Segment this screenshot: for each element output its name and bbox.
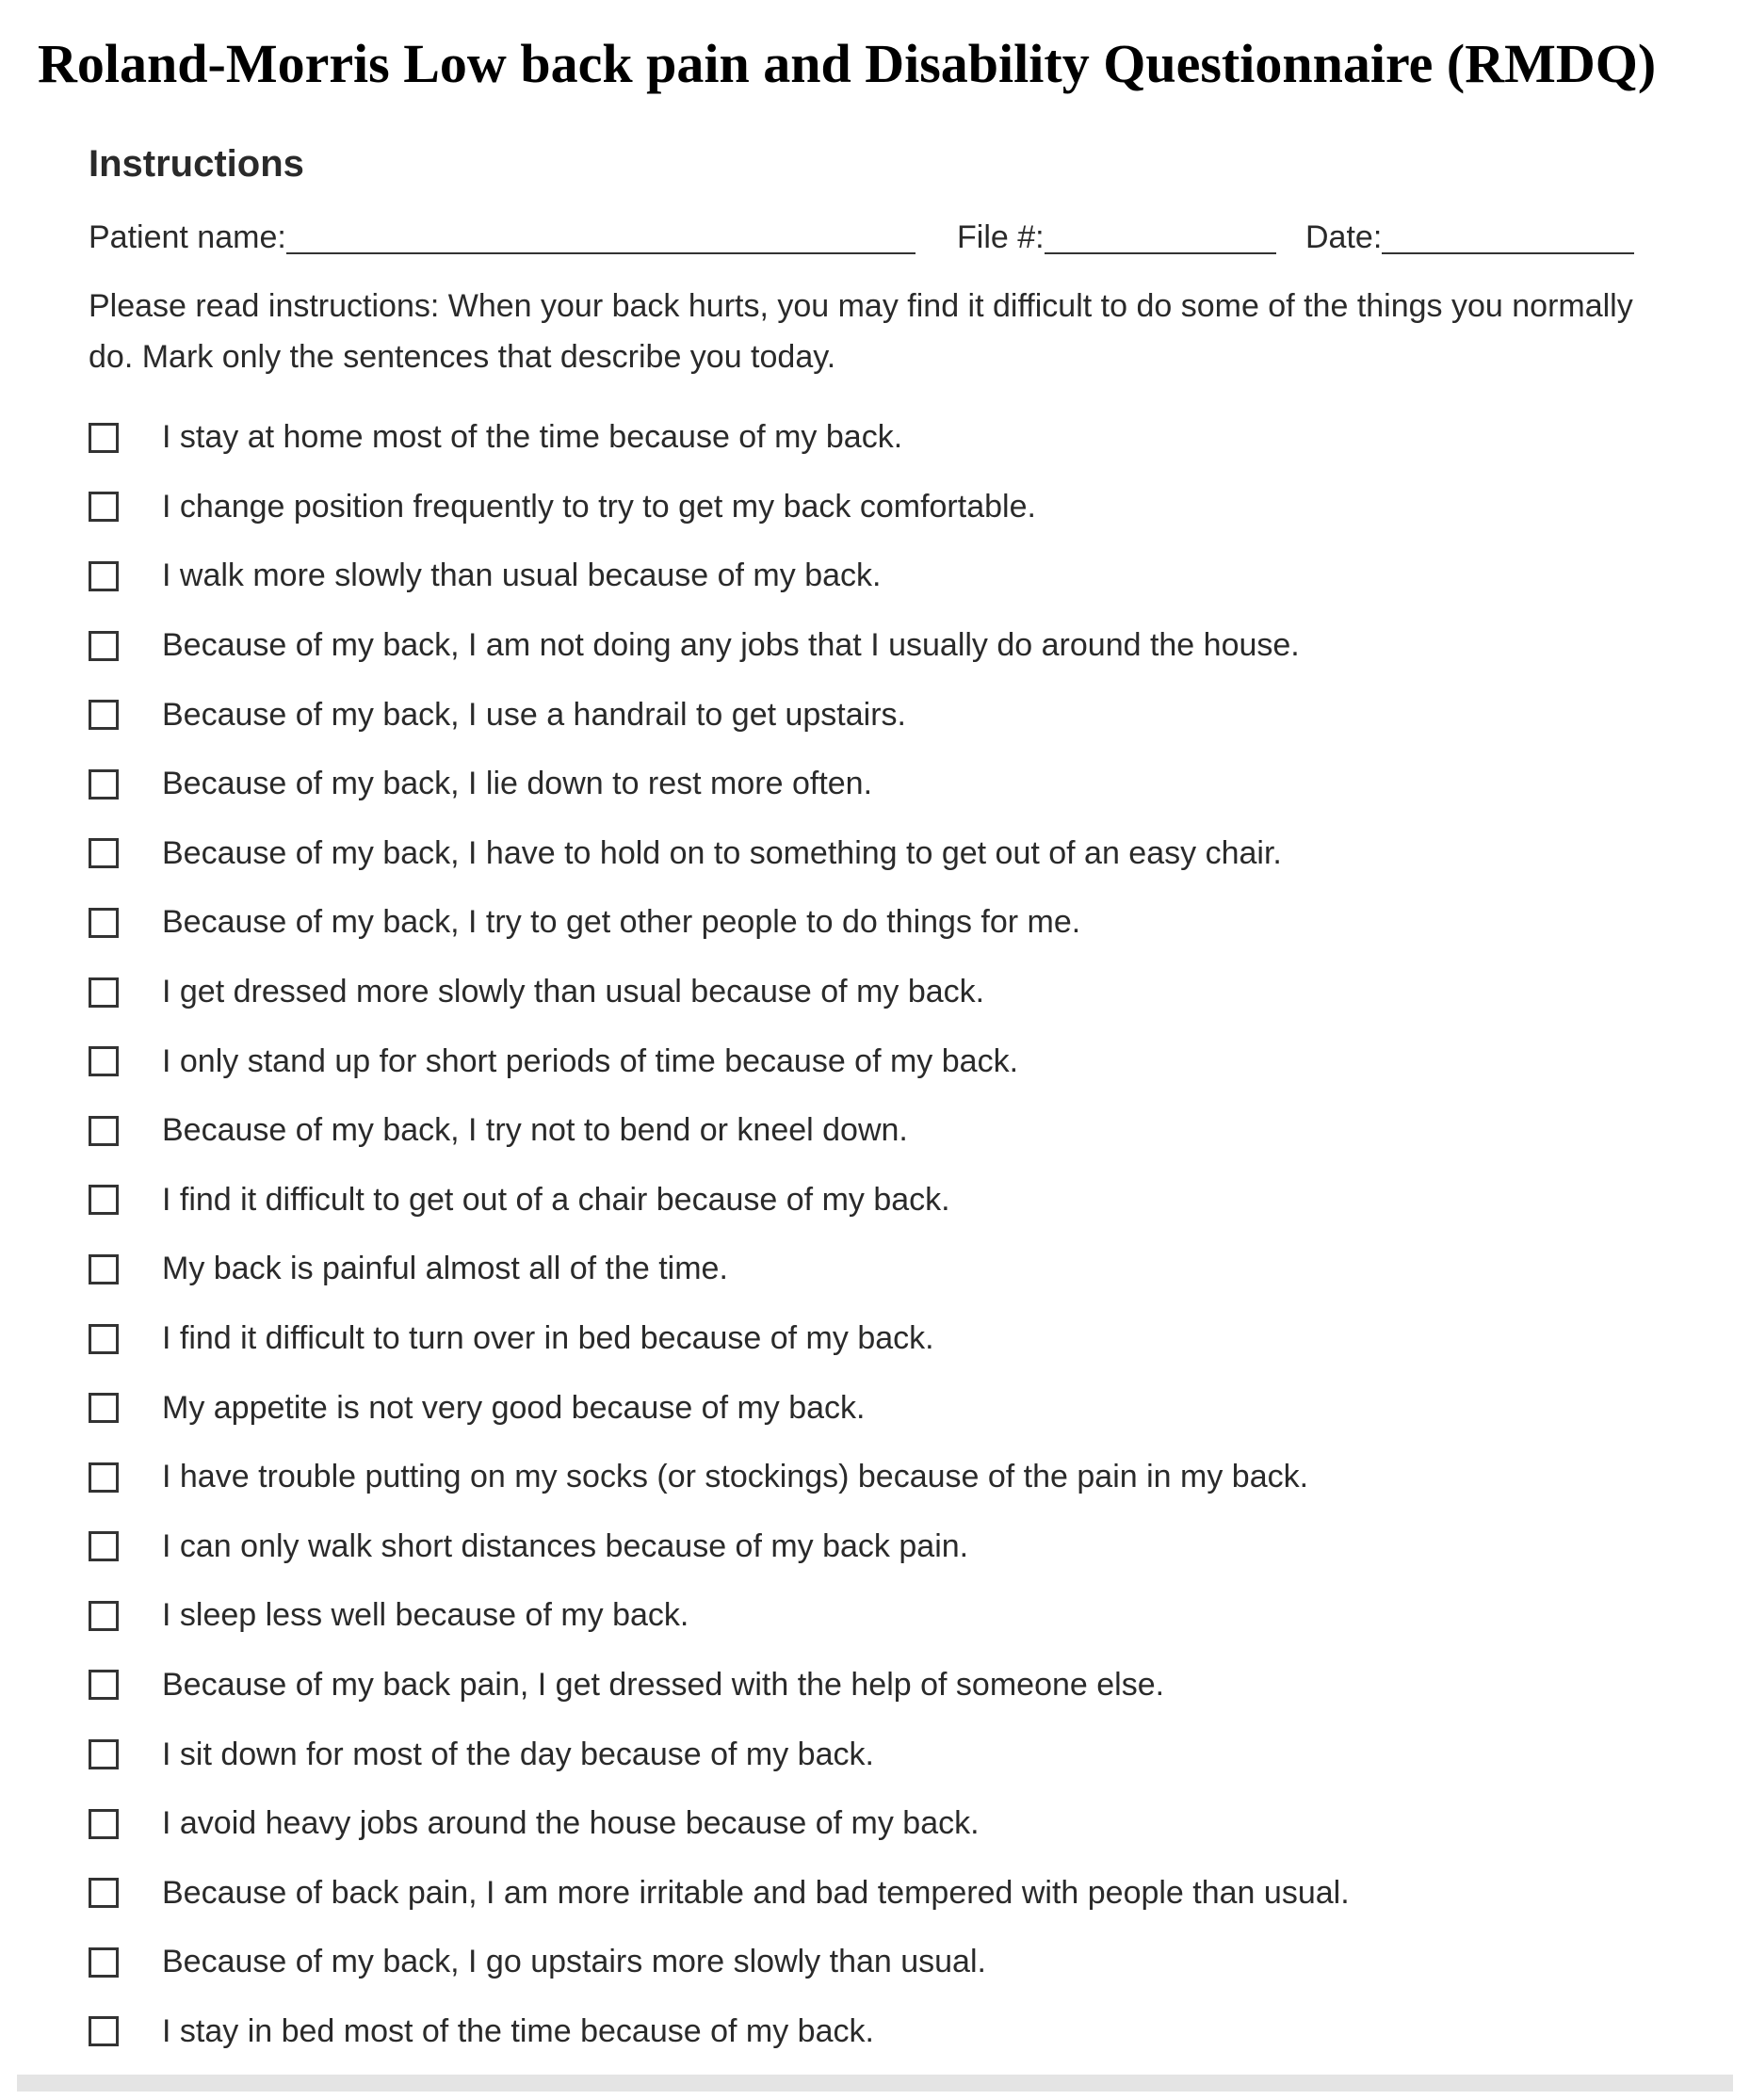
- item-checkbox[interactable]: [89, 1462, 119, 1493]
- item-checkbox[interactable]: [89, 1601, 119, 1631]
- item-text: I can only walk short distances because of my back pain.: [162, 1527, 969, 1564]
- item-text: Because of my back, I have to hold on to something to get out of an easy chair.: [162, 834, 1282, 871]
- questionnaire-item[interactable]: [89, 888, 1690, 958]
- date-label: Date:: [1305, 219, 1383, 255]
- document-title: Roland-Morris Low back pain and Disability Questionnaire (RMDQ): [38, 33, 1657, 94]
- item-checkbox[interactable]: [89, 1739, 119, 1769]
- item-text: I only stand up for short periods of time because of my back.: [162, 1042, 1019, 1079]
- item-text: Because of my back pain, I get dressed with the help of someone else.: [162, 1666, 1165, 1703]
- questionnaire-item[interactable]: [89, 1997, 1690, 2067]
- questionnaire-item[interactable]: [89, 541, 1690, 611]
- questionnaire-item[interactable]: [89, 1928, 1690, 1997]
- questionnaire-item[interactable]: [89, 1235, 1690, 1304]
- questionnaire-item[interactable]: [89, 958, 1690, 1027]
- item-text: Because of my back, I use a handrail to get upstairs.: [162, 696, 906, 733]
- item-checkbox[interactable]: [89, 1393, 119, 1423]
- item-text: Because of my back, I am not doing any jobs that I usually do around the house.: [162, 627, 1300, 664]
- patient-name-label: Patient name:: [89, 219, 286, 255]
- item-text: I stay at home most of the time because of my back.: [162, 419, 903, 456]
- item-text: My appetite is not very good because of my back.: [162, 1389, 866, 1426]
- item-checkbox[interactable]: [89, 1947, 119, 1978]
- item-checkbox[interactable]: [89, 492, 119, 522]
- questionnaire-item[interactable]: [89, 611, 1690, 681]
- patient-name-blank[interactable]: [286, 215, 916, 254]
- questionnaire-item[interactable]: [89, 680, 1690, 750]
- patient-name-field[interactable]: [89, 211, 916, 258]
- item-checkbox[interactable]: [89, 631, 119, 661]
- item-text: Because of my back, I go upstairs more slowly than usual.: [162, 1944, 986, 1980]
- item-checkbox[interactable]: [89, 838, 119, 868]
- file-number-field[interactable]: [957, 211, 1276, 258]
- file-number-label: File #:: [957, 219, 1045, 255]
- questionnaire-item[interactable]: [89, 1166, 1690, 1236]
- item-text: I change position frequently to try to get my back comfortable.: [162, 488, 1036, 525]
- date-field[interactable]: [1305, 211, 1634, 258]
- item-text: My back is painful almost all of the time.: [162, 1251, 728, 1287]
- item-text: I find it difficult to turn over in bed because of my back.: [162, 1320, 934, 1357]
- item-checkbox[interactable]: [89, 1185, 119, 1215]
- item-checkbox[interactable]: [89, 769, 119, 800]
- item-text: Because of my back, I try not to bend or kneel down.: [162, 1112, 908, 1149]
- page-bottom-divider: [17, 2075, 1733, 2092]
- item-checkbox[interactable]: [89, 561, 119, 591]
- item-text: Because of my back, I lie down to rest more often.: [162, 766, 873, 802]
- item-checkbox[interactable]: [89, 1531, 119, 1561]
- questionnaire-item[interactable]: [89, 1581, 1690, 1651]
- item-checkbox[interactable]: [89, 1670, 119, 1700]
- item-text: I get dressed more slowly than usual because of my back.: [162, 974, 985, 1010]
- questionnaire-item[interactable]: [89, 1443, 1690, 1512]
- item-text: I find it difficult to get out of a chair because of my back.: [162, 1181, 950, 1218]
- questionnaire-item[interactable]: [89, 1651, 1690, 1720]
- questionnaire-item[interactable]: [89, 1096, 1690, 1166]
- item-checkbox[interactable]: [89, 1046, 119, 1076]
- item-checkbox[interactable]: [89, 977, 119, 1008]
- patient-info-fields: [89, 211, 1643, 267]
- item-checkbox[interactable]: [89, 423, 119, 453]
- date-blank[interactable]: [1382, 215, 1634, 254]
- questionnaire-items: [89, 403, 1690, 2066]
- item-text: Because of back pain, I am more irritable and bad tempered with people than usual.: [162, 1874, 1350, 1911]
- questionnaire-item[interactable]: [89, 1373, 1690, 1443]
- item-text: I stay in bed most of the time because of my back.: [162, 2012, 874, 2049]
- item-text: I sit down for most of the day because of my back.: [162, 1736, 874, 1772]
- item-checkbox[interactable]: [89, 700, 119, 730]
- item-checkbox[interactable]: [89, 1324, 119, 1354]
- questionnaire-item[interactable]: [89, 473, 1690, 542]
- item-text: I avoid heavy jobs around the house because of my back.: [162, 1805, 980, 1842]
- questionnaire-item[interactable]: [89, 1789, 1690, 1859]
- questionnaire-item[interactable]: [89, 1858, 1690, 1928]
- item-checkbox[interactable]: [89, 1254, 119, 1284]
- item-text: I sleep less well because of my back.: [162, 1597, 689, 1634]
- questionnaire-item[interactable]: [89, 1026, 1690, 1096]
- item-text: I have trouble putting on my socks (or stockings) because of the pain in my back.: [162, 1459, 1309, 1495]
- file-number-blank[interactable]: [1045, 215, 1276, 254]
- item-checkbox[interactable]: [89, 1116, 119, 1146]
- instructions-text: Please read instructions: When your back hurts, you may find it difficult to do some of the things you normally do. Mark only the sentences that describe you today.: [89, 288, 1633, 375]
- item-text: I walk more slowly than usual because of my back.: [162, 557, 882, 594]
- item-checkbox[interactable]: [89, 2016, 119, 2046]
- instructions-heading: Instructions: [89, 143, 304, 185]
- item-checkbox[interactable]: [89, 1878, 119, 1908]
- questionnaire-item[interactable]: [89, 1512, 1690, 1582]
- item-checkbox[interactable]: [89, 908, 119, 938]
- item-text: Because of my back, I try to get other people to do things for me.: [162, 904, 1081, 941]
- item-checkbox[interactable]: [89, 1809, 119, 1839]
- questionnaire-item[interactable]: [89, 1304, 1690, 1374]
- questionnaire-item[interactable]: [89, 1720, 1690, 1789]
- questionnaire-item[interactable]: [89, 819, 1690, 889]
- questionnaire-item[interactable]: [89, 750, 1690, 819]
- questionnaire-item[interactable]: [89, 403, 1690, 473]
